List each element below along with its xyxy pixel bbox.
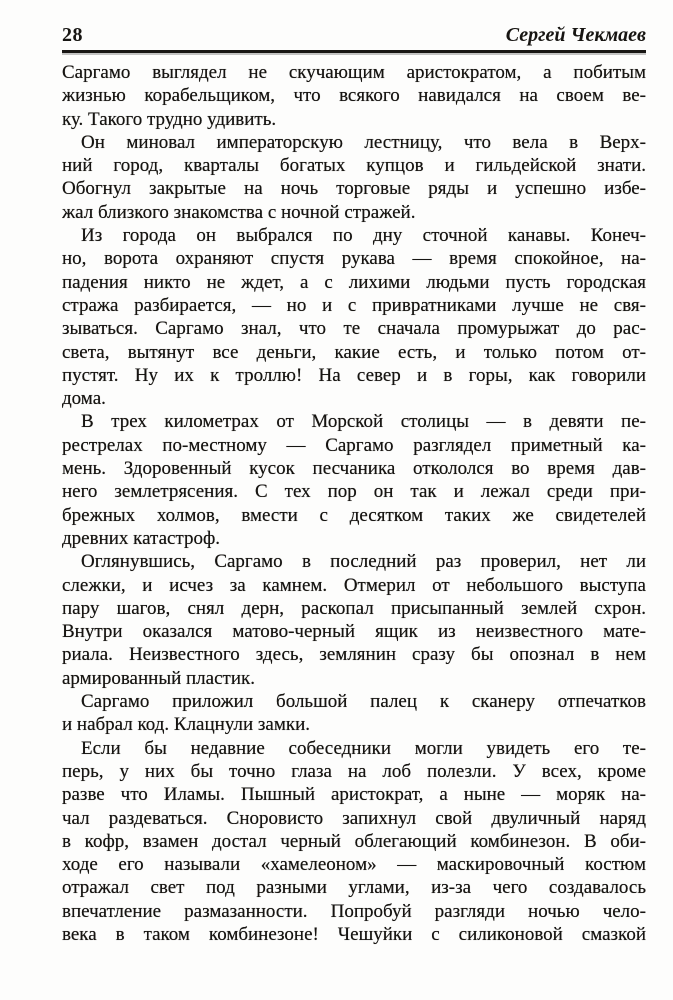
text-line: Внутри оказался матово-черный ящик из неизвестного мате- [62,621,646,643]
text-line: рестрелах по-местному — Саргамо разглядел приметный ка- [62,434,646,456]
running-header [62,24,646,47]
text-line: Он миновал императорскую лестницу, что вела в Верх- [81,131,646,153]
text-line: падения никто не ждет, а с лихими людьми пусть городская [62,271,646,293]
running-head-author: Сергей Чекмаев [505,24,646,46]
text-line: брежных холмов, вмести с десятком таких же свидетелей [62,504,646,526]
text-line: пару шагов, снял дерн, раскопал присыпанный землей схрон. [62,597,646,619]
text-line: но, ворота охраняют спустя рукава — время спокойное, на- [62,248,646,270]
text-line: древних катастроф. [62,527,221,549]
text-line: Оглянувшись, Саргамо в последний раз проверил, нет ли [81,551,646,573]
text-line: впечатление размазанности. Попробуй разгляди ночью чело- [62,900,646,922]
text-line: чал раздеваться. Сноровисто запихнул свой двуличный наряд [62,807,646,829]
text-line: перь, у них бы точно глаза на лоб полезли. У всех, кроме [62,760,646,782]
text-line: В трех километрах от Морской столицы — в девяти пе- [81,411,646,433]
text-line: Саргамо приложил большой палец к сканеру отпечатков [81,691,646,713]
text-line: риала. Неизвестного здесь, землянин сразу бы опознал в нем [62,644,646,666]
text-line: и набрал код. Клацнули замки. [62,714,311,736]
text-line: Саргамо выглядел не скучающим аристократом, а побитым [62,62,646,83]
text-line: стража разбирается, — но и с привратниками лучше не свя- [62,294,646,316]
text-line: в кофр, взамен достал черный облегающий комбинезон. В оби- [62,830,646,852]
page-body [62,61,646,946]
text-line: дома. [62,388,106,410]
text-line: армированный пластик. [62,667,255,689]
text-line: Если бы недавние собеседники могли увидеть его те- [81,737,646,759]
text-line: Из города он выбрался по дну сточной канавы. Конеч- [81,225,646,247]
text-line: слежки, и исчез за камнем. Отмерил от небольшого выступа [62,574,646,596]
text-line: зываться. Саргамо знал, что те сначала промурыжат до рас- [62,318,646,340]
text-line: пустят. Ну их к троллю! На север и в горы, как говорили [62,364,646,386]
text-line: жал близкого знакомства с ночной стражей. [62,201,416,223]
text-line: ходе его называли «хамелеоном» — маскировочный костюм [62,854,646,876]
text-line: жизнью корабельщиком, что всякого навидался на своем ве- [62,85,646,107]
page-number: 28 [62,24,83,46]
text-line: века в таком комбинезоне! Чешуйки с силиконовой смазкой [62,923,646,945]
text-line: Обогнул закрытые на ночь торговые ряды и успешно избе- [62,178,646,200]
text-line: ний город, кварталы богатых купцов и гильдейской знати. [62,155,646,177]
text-line: мень. Здоровенный кусок песчаника откололся во время дав- [62,458,646,480]
text-line: разве что Иламы. Пышный аристократ, а ныне — моряк на- [62,784,646,806]
text-line: света, вытянут все деньги, какие есть, и только потом от- [62,341,646,363]
header-rule [62,50,646,53]
text-line: ку. Такого трудно удивить. [62,108,277,130]
text-line: отражал свет под разными углами, из-за чего создавалось [62,877,646,899]
text-line: него землетрясения. С тех пор он так и лежал среди при- [62,481,646,503]
